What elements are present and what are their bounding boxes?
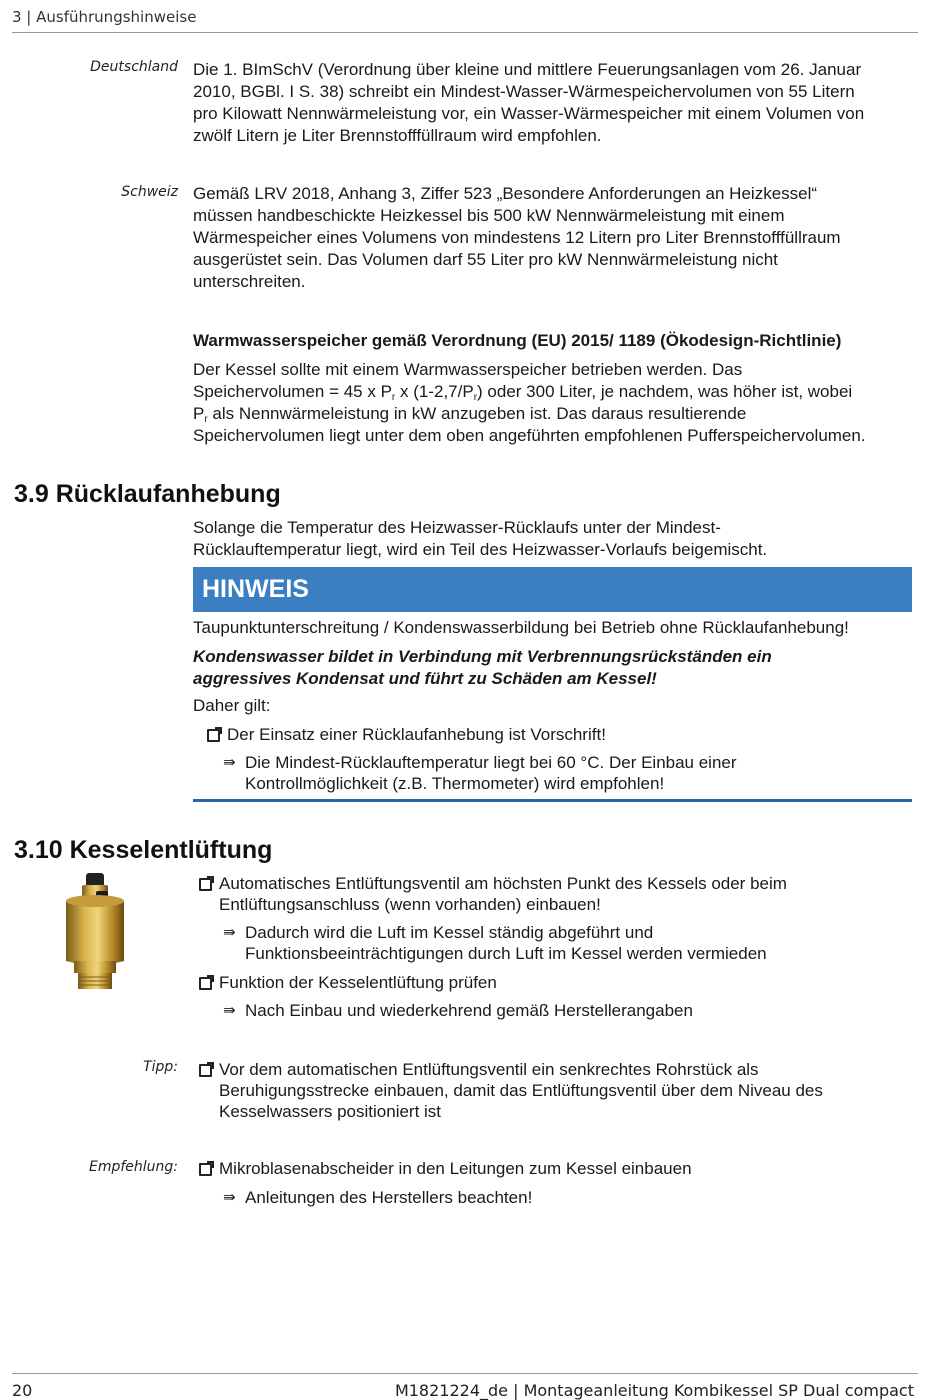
margin-label-schweiz: Schweiz	[121, 184, 178, 200]
result-text: Dadurch wird die Luft im Kessel ständig abgeführt und	[245, 923, 654, 942]
hinweis-banner	[193, 567, 912, 612]
daher-gilt: Daher gilt:	[193, 696, 271, 715]
deutschland-paragraph	[193, 59, 915, 147]
section-heading-3-9: 3.9 Rücklaufanhebung	[14, 480, 281, 508]
text-line: $P_r$ als Nennwärmeleistung in kW anzugeben ist. Das daraus resultierende	[193, 404, 747, 425]
text-line: Kondenswasser bildet in Verbindung mit Verbrennungsrückständen ein	[193, 647, 772, 666]
eu-heading: Warmwasserspeicher gemäß Verordnung (EU) 2015/ 1189 (Ökodesign-Richtlinie)	[193, 331, 842, 350]
result-text: Anleitungen des Herstellers beachten!	[245, 1188, 533, 1207]
result-item	[223, 922, 767, 964]
result-item	[223, 752, 737, 794]
header-rule	[12, 32, 918, 33]
instruction-text: Der Einsatz einer Rücklaufanhebung ist Vorschrift!	[227, 725, 606, 744]
instruction-item	[219, 873, 787, 915]
checkbox-icon	[199, 977, 212, 990]
instruction-text: Funktion der Kesselentlüftung prüfen	[219, 973, 497, 992]
hinweis-warning: Taupunktunterschreitung / Kondenswasserbildung bei Betrieb ohne Rücklaufanhebung!	[193, 618, 849, 637]
eu-paragraph	[193, 359, 915, 447]
text-line: Gemäß LRV 2018, Anhang 3, Ziffer 523 „Besondere Anforderungen an Heizkessel“	[193, 184, 818, 203]
margin-label-deutschland: Deutschland	[90, 59, 178, 75]
margin-label-empfehlung: Empfehlung:	[88, 1159, 178, 1175]
hinweis-bottom-rule	[193, 799, 912, 802]
formula-line: Speichervolumen = 45 x $P_r$ x $(1-2,7/P_r)$ oder 300 Liter, je nachdem, was höher ist, wobei	[193, 382, 853, 403]
margin-label-tipp: Tipp:	[143, 1059, 178, 1075]
result-text: Die Mindest-Rücklauftemperatur liegt bei 60 °C. Der Einbau einer	[245, 753, 737, 772]
air-vent-valve-image	[60, 873, 130, 991]
tip-text: Kesselwassers positioniert ist	[219, 1102, 442, 1121]
text-line: zwölf Litern je Liter Brennstofffüllraum wird empfohlen.	[193, 126, 602, 145]
result-arrow-icon: ⇛	[223, 753, 236, 771]
text-line: Rücklauftemperatur liegt, wird ein Teil des Heizwasser-Vorlaufs beigemischt.	[193, 540, 768, 559]
result-text: Kontrollmöglichkeit (z.B. Thermometer) wird empfohlen!	[245, 774, 665, 793]
result-arrow-icon: ⇛	[223, 923, 236, 941]
text-line: Speichervolumen liegt unter dem oben angeführten empfohlenen Pufferspeichervolumen.	[193, 426, 866, 445]
footer-rule	[12, 1373, 918, 1374]
result-item	[223, 1187, 533, 1208]
instruction-text: Entlüftungsanschluss (wenn vorhanden) einbauen!	[219, 895, 601, 914]
result-item	[223, 1000, 693, 1021]
recommendation-item	[219, 1158, 692, 1179]
tip-text: Beruhigungsstrecke einbauen, damit das Entlüftungsventil über dem Niveau des	[219, 1081, 823, 1100]
tip-text: Vor dem automatischen Entlüftungsventil ein senkrechtes Rohrstück als	[219, 1060, 759, 1079]
text-line: aggressives Kondensat und führt zu Schäden am Kessel!	[193, 669, 657, 688]
result-arrow-icon: ⇛	[223, 1001, 236, 1019]
checkbox-icon	[199, 1163, 212, 1176]
section-heading-3-10: 3.10 Kesselentlüftung	[14, 836, 273, 864]
instruction-item	[219, 972, 497, 993]
hinweis-title: HINWEIS	[202, 575, 309, 603]
text-line: 2010, BGBl. I S. 38) schreibt ein Mindest-Wasser-Wärmespeichervolumen von 55 Litern	[193, 82, 855, 101]
hinweis-emphasis	[193, 646, 915, 690]
result-arrow-icon: ⇛	[223, 1188, 236, 1206]
text-line: Wärmespeicher eines Volumens von mindestens 12 Litern pro Liter Brennstofffüllraum	[193, 228, 841, 247]
schweiz-paragraph	[193, 183, 915, 293]
instruction-text: Automatisches Entlüftungsventil am höchsten Punkt des Kessels oder beim	[219, 874, 787, 893]
checkbox-icon	[199, 1064, 212, 1077]
s39-intro	[193, 517, 915, 561]
page-number: 20	[12, 1381, 33, 1400]
text-line: Die 1. BImSchV (Verordnung über kleine und mittlere Feuerungsanlagen vom 26. Januar	[193, 60, 862, 79]
result-text: Nach Einbau und wiederkehrend gemäß Herstellerangaben	[245, 1001, 693, 1020]
text-line: Solange die Temperatur des Heizwasser-Rücklaufs unter der Mindest-	[193, 518, 721, 537]
text-line: müssen handbeschickte Heizkessel bis 500 kW Nennwärmeleistung mit einem	[193, 206, 785, 225]
checkbox-icon	[207, 729, 220, 742]
result-text: Funktionsbeeinträchtigungen durch Luft im Kessel werden vermieden	[245, 944, 767, 963]
recommendation-text: Mikroblasenabscheider in den Leitungen zum Kessel einbauen	[219, 1159, 692, 1178]
text-line: pro Kilowatt Nennwärmeleistung vor, ein Wasser-Wärmespeicher mit einem Volumen von	[193, 104, 865, 123]
document-id: M1821224_de | Montageanleitung Kombikessel SP Dual compact	[394, 1381, 914, 1400]
tip-item	[219, 1059, 823, 1122]
text-line: Der Kessel sollte mit einem Warmwasserspeicher betrieben werden. Das	[193, 360, 743, 379]
text-line: unterschreiten.	[193, 272, 306, 291]
text-line: ausgerüstet sein. Das Volumen darf 55 Liter pro kW Nennwärmeleistung nicht	[193, 250, 778, 269]
running-header: 3 | Ausführungshinweise	[12, 8, 197, 26]
instruction-item	[227, 724, 606, 745]
checkbox-icon	[199, 878, 212, 891]
